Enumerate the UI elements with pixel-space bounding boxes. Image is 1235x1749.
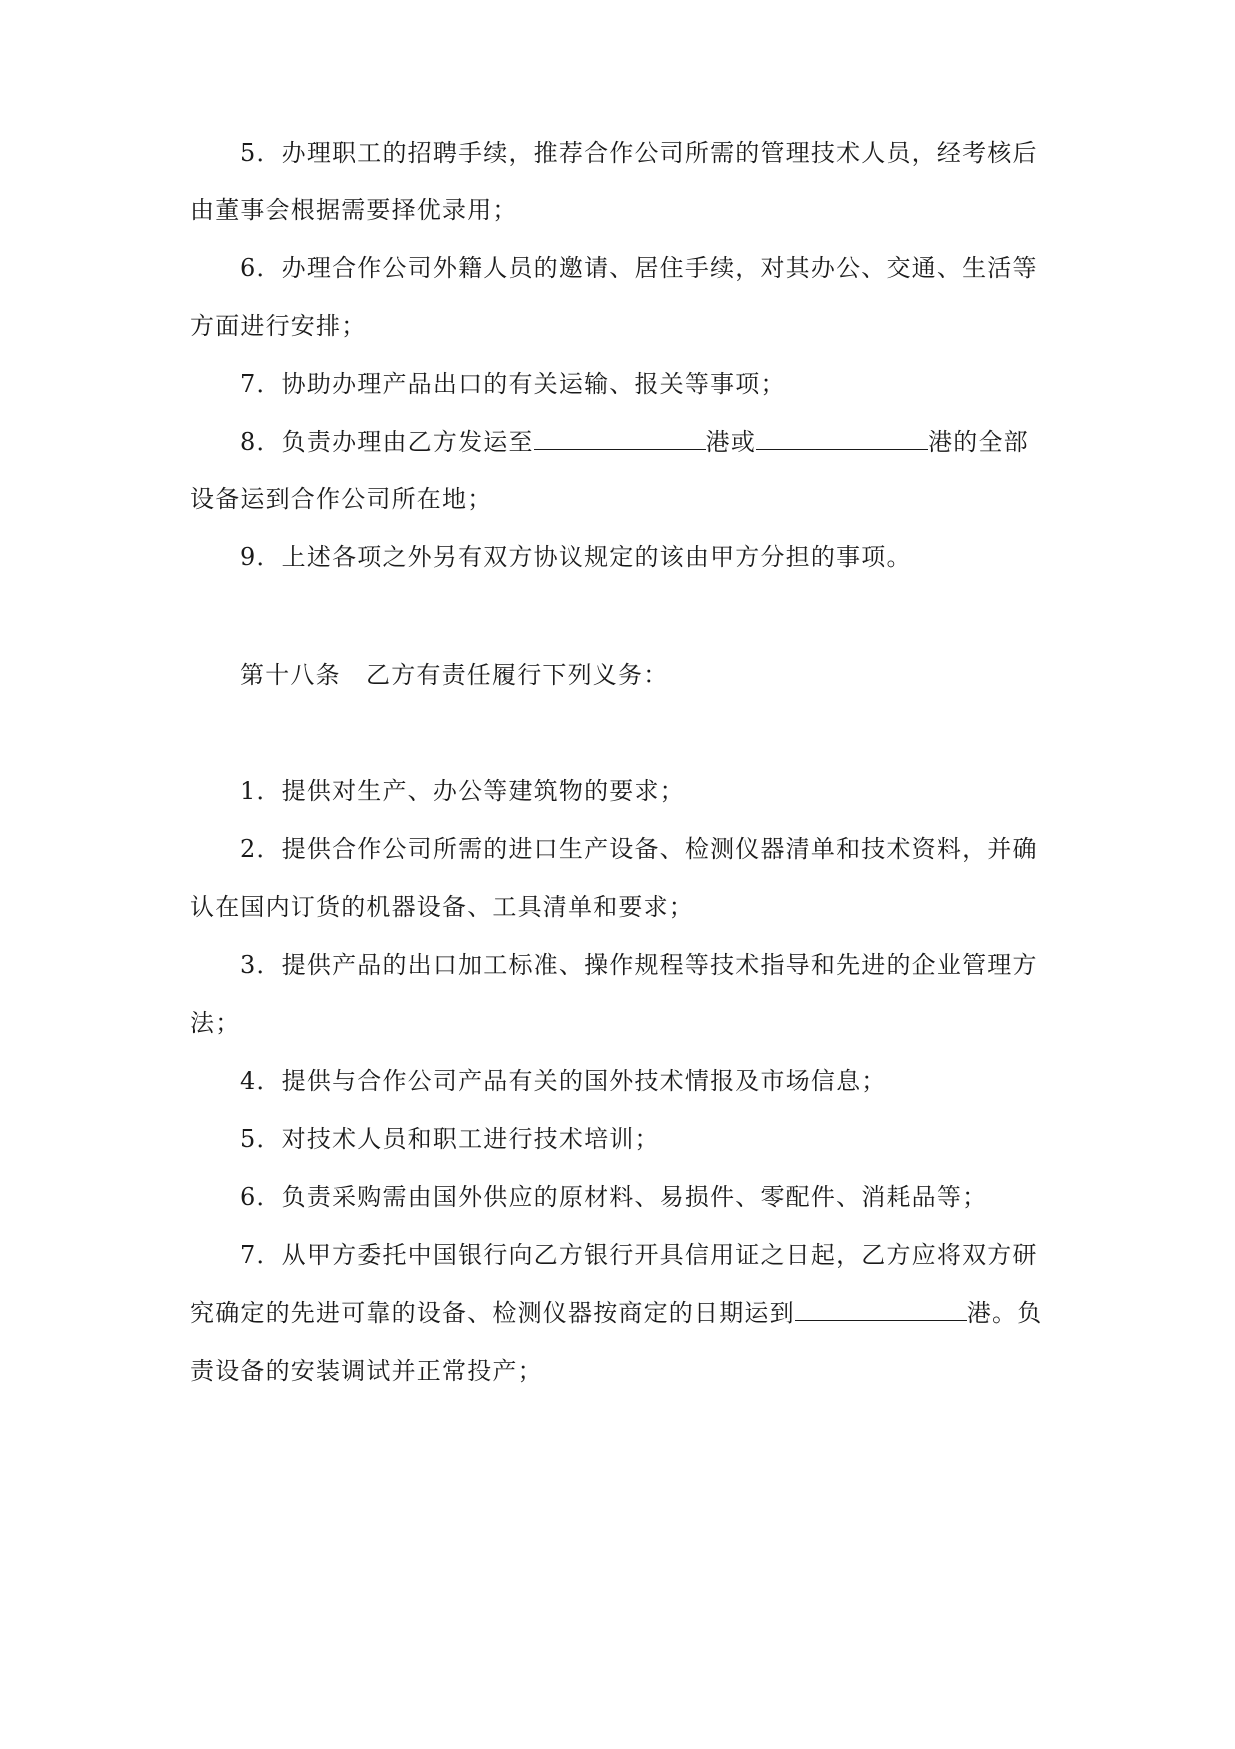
a18-item-6: 6．负责采购需由国外供应的原材料、易损件、零配件、消耗品等； [240, 1183, 988, 1211]
port-blank-3[interactable] [795, 1298, 967, 1321]
a18-item-7-line-3: 责设备的安装调试并正常投产； [190, 1357, 543, 1385]
a18-item-5: 5．对技术人员和职工进行技术培训； [240, 1125, 660, 1153]
a18-item-3-line-1: 3．提供产品的出口加工标准、操作规程等技术指导和先进的企业管理方 [240, 951, 1038, 979]
a18-item-1: 1．提供对生产、办公等建筑物的要求； [240, 777, 685, 805]
port-blank-1[interactable] [534, 427, 706, 450]
item-6-line-1: 6．办理合作公司外籍人员的邀请、居住手续，对其办公、交通、生活等 [240, 254, 1038, 282]
port-blank-2[interactable] [756, 427, 928, 450]
item-5-line-1: 5．办理职工的招聘手续，推荐合作公司所需的管理技术人员，经考核后 [240, 139, 1038, 167]
a18-item-7-text-b: 港。负 [966, 1299, 1043, 1327]
a18-item-7-line-2 [190, 1298, 1060, 1328]
a18-item-2-line-1: 2．提供合作公司所需的进口生产设备、检测仪器清单和技术资料，并确 [240, 835, 1038, 863]
a18-item-7-text-a: 究确定的先进可靠的设备、检测仪器按商定的日期运到 [190, 1299, 795, 1327]
article-18-heading: 第十八条 乙方有责任履行下列义务： [240, 661, 669, 689]
a18-item-7-line-1: 7．从甲方委托中国银行向乙方银行开具信用证之日起，乙方应将双方研 [240, 1241, 1038, 1269]
item-8-line-1 [240, 427, 1060, 457]
item-5-line-2: 由董事会根据需要择优录用； [190, 196, 518, 224]
item-9: 9．上述各项之外另有双方协议规定的该由甲方分担的事项。 [240, 543, 912, 571]
a18-item-3-line-2: 法； [190, 1009, 241, 1037]
item-6-line-2: 方面进行安排； [190, 312, 367, 340]
item-8-text-a: 8．负责办理由乙方发运至 [240, 428, 534, 456]
item-7: 7．协助办理产品出口的有关运输、报关等事项； [240, 370, 786, 398]
a18-item-4: 4．提供与合作公司产品有关的国外技术情报及市场信息； [240, 1067, 887, 1095]
item-8-text-c: 港的全部 [928, 428, 1029, 456]
a18-item-2-line-2: 认在国内订货的机器设备、工具清单和要求； [190, 893, 694, 921]
item-8-line-2: 设备运到合作公司所在地； [190, 485, 493, 513]
item-8-text-b: 港或 [705, 428, 757, 456]
